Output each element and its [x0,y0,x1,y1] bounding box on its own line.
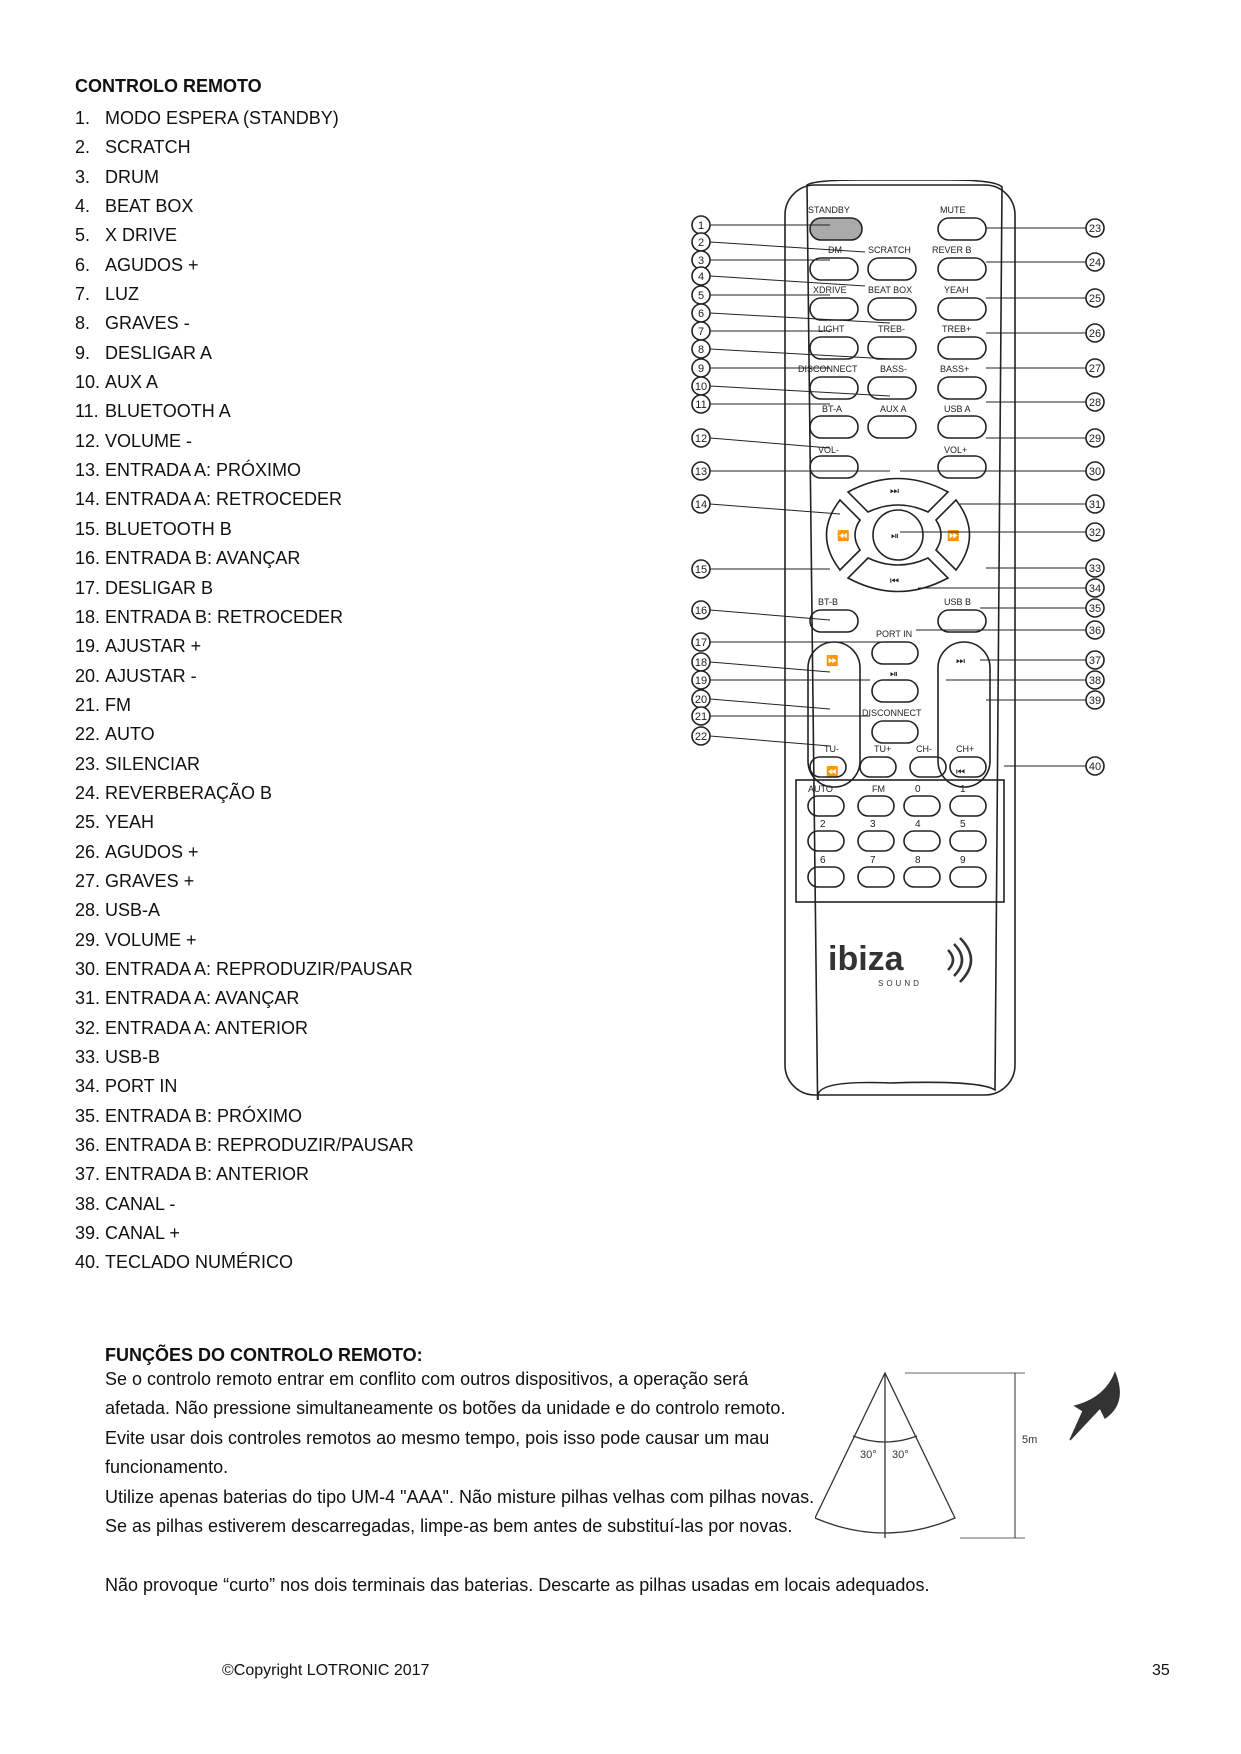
bass-minus-label: BASS- [880,364,908,374]
callout-leader [710,276,865,286]
callout-36-label: 36 [1088,625,1102,637]
callout-leader [710,349,890,359]
key-9-label: 9 [960,855,966,866]
standby-label: STANDBY [808,205,850,215]
reverb-button[interactable] [938,258,986,280]
callout-23-label: 23 [1088,223,1102,235]
tu-minus-label: TU- [824,744,839,754]
key-5-label: 5 [960,819,966,830]
ffw-b-icon: ⏩ [826,656,839,667]
key-6-button[interactable] [808,867,844,887]
key-0-label: 0 [915,784,921,795]
bass-plus-label: BASS+ [940,364,970,374]
functions-title: FUNÇÕES DO CONTROLO REMOTO: [105,1345,423,1365]
list-item: 13. ENTRADA A: PRÓXIMO [75,460,302,481]
list-item: 19. AJUSTAR + [75,636,202,657]
arrow-icon [1070,1373,1119,1440]
list-item: 14. ENTRADA A: RETROCEDER [75,489,343,510]
list-item: 27. GRAVES + [75,870,195,891]
list-item: 38. CANAL - [75,1193,176,1214]
list-item: 36. ENTRADA B: REPRODUZIR/PAUSAR [75,1135,414,1156]
callout-leader [710,699,830,709]
list-item: 7. LUZ [75,284,140,305]
dm-label: DM [828,245,842,255]
callout-28-label: 28 [1088,397,1102,409]
port-in-label: PORT IN [876,629,913,639]
list-item: 30. ENTRADA A: REPRODUZIR/PAUSAR [75,958,413,979]
treb-minus-button[interactable] [868,337,916,359]
callout-24-label: 24 [1088,257,1102,269]
port-in-button[interactable] [872,642,918,664]
list-item: 11. BLUETOOTH A [75,401,231,422]
play-b-button[interactable] [872,680,918,702]
key-1-label: 1 [960,784,966,795]
key-5-button[interactable] [950,831,986,851]
disconnect-b-button[interactable] [872,721,918,743]
btb-button[interactable] [810,610,858,632]
mute-label: MUTE [940,205,966,215]
key-4-label: 4 [915,819,921,830]
callout-13-label: 13 [694,466,708,478]
brand-sub: SOUND [878,979,922,988]
callout-leader [710,504,840,514]
list-item: 33. USB-B [75,1047,161,1067]
callout-6-label: 6 [697,308,705,320]
vol-plus-button[interactable] [938,456,986,478]
reverb-label: REVER B [932,245,972,255]
callout-2-label: 2 [697,237,705,249]
list-item: 25. YEAH [75,812,155,833]
list-item: 3. DRUM [75,166,159,187]
dm-button[interactable] [810,258,858,280]
standby-button[interactable] [810,218,862,240]
list-item: 29. VOLUME + [75,929,197,950]
scratch-button[interactable] [868,258,916,280]
list-item: 23. SILENCIAR [75,753,201,774]
auto-label: AUTO [808,784,833,794]
list-item: 10. AUX A [75,372,159,393]
disconnect-button[interactable] [810,377,858,399]
key-3-label: 3 [870,819,876,830]
treb-minus-label: TREB- [878,324,905,334]
list-item: 15. BLUETOOTH B [75,518,232,539]
list-item: 6. AGUDOS + [75,254,199,275]
callout-35-label: 35 [1088,603,1102,615]
callout-32-label: 32 [1088,527,1102,539]
ch-minus-label: CH- [916,744,932,754]
callout-34-label: 34 [1088,583,1102,595]
callout-40-label: 40 [1088,761,1102,773]
callout-21-label: 21 [694,711,708,723]
list-item: 18. ENTRADA B: RETROCEDER [75,606,344,627]
callout-15-label: 15 [694,564,708,576]
fm-button[interactable] [858,796,894,816]
callout-leader [710,736,830,746]
signal-icon [948,938,971,982]
beatbox-button[interactable] [868,298,916,320]
list-item: 20. AJUSTAR - [75,665,197,686]
list-item: 21. FM [75,694,131,715]
auxa-button[interactable] [868,416,916,438]
list-item: 5. X DRIVE [75,225,178,246]
functions-paragraph-1: Se o controlo remoto entrar em conflito com outros dispositivos, a operação será afetada. Não pressione simultaneamente os botões da unidade e do controlo remoto. Evite usar dois controles remotos ao mesmo tempo, pois isso pode causar um mau funcionamento. [105,1369,786,1478]
list-item: 34. PORT IN [75,1076,178,1097]
callout-19-label: 19 [694,675,708,687]
list-item: 4. BEAT BOX [75,196,194,217]
yeah-button[interactable] [938,298,986,320]
bta-label: BT-A [822,404,843,414]
list-item: 40. TECLADO NUMÉRICO [75,1252,294,1273]
dpad-a [827,479,970,592]
key-3-button[interactable] [858,831,894,851]
tu-plus-button[interactable] [860,757,896,777]
callout-33-label: 33 [1088,563,1102,575]
usbb-button[interactable] [938,610,986,632]
ch-plus-label: CH+ [956,744,975,754]
beatbox-label: BEAT BOX [868,285,913,295]
callout-20-label: 20 [694,694,708,706]
callout-leader [710,313,890,323]
list-item: 26. AGUDOS + [75,841,199,862]
callout-3-label: 3 [697,255,705,267]
play-pause-a-icon: ⏯ [891,531,899,542]
callout-7-label: 7 [697,326,705,338]
key-2-button[interactable] [808,831,844,851]
list-item: 28. USB-A [75,900,161,921]
callout-37-label: 37 [1088,655,1102,667]
angle-right-label: 30° [892,1449,909,1461]
light-label: LIGHT [818,324,845,334]
vol-minus-button[interactable] [810,456,858,478]
callout-29-label: 29 [1088,433,1102,445]
list-item: 12. VOLUME - [75,430,193,451]
bass-plus-button[interactable] [938,377,986,399]
list-item: 8. GRAVES - [75,313,190,334]
treb-plus-label: TREB+ [942,324,972,334]
btb-label: BT-B [818,597,839,607]
list-item: 37. ENTRADA B: ANTERIOR [75,1164,310,1185]
list-item: 17. DESLIGAR B [75,577,214,598]
callout-31-label: 31 [1088,499,1102,511]
angle-left-label: 30° [860,1449,877,1461]
yeah-label: YEAH [944,285,969,295]
treb-plus-button[interactable] [938,337,986,359]
xdrive-button[interactable] [810,298,858,320]
callout-leader [710,386,890,396]
right-callouts [900,219,1104,775]
callout-8-label: 8 [697,344,705,356]
key-4-button[interactable] [904,831,940,851]
next-a-icon: ⏭ [890,486,899,497]
key-1-button[interactable] [950,796,986,816]
callout-39-label: 39 [1088,695,1102,707]
prev-b-icon: ⏮ [956,767,965,778]
prev-a-icon: ⏮ [890,576,899,587]
callout-10-label: 10 [694,381,708,393]
keypad-frame [796,780,1004,902]
list-item: 32. ENTRADA A: ANTERIOR [75,1017,309,1038]
section-heading: CONTROLO REMOTO [75,76,262,96]
callout-25-label: 25 [1088,293,1102,305]
callout-1-label: 1 [697,220,705,232]
list-item: 39. CANAL + [75,1223,180,1244]
callout-17-label: 17 [694,637,708,649]
list-item: 2. SCRATCH [75,137,191,158]
disconnect-label: DISCONNECT [798,364,858,374]
key-8-label: 8 [915,855,921,866]
key-2-label: 2 [820,819,826,830]
auxa-label: AUX A [880,404,907,414]
list-item: 16. ENTRADA B: AVANÇAR [75,548,301,569]
vol-plus-label: VOL+ [944,445,968,455]
callout-4-label: 4 [697,271,705,283]
usba-label: USB A [944,404,971,414]
mute-button[interactable] [938,218,986,240]
list-item: 24. REVERBERAÇÃO B [75,782,273,803]
key-0-button[interactable] [904,796,940,816]
callout-38-label: 38 [1088,675,1102,687]
list-item: 1. MODO ESPERA (STANDBY) [75,108,339,128]
rew-b-icon: ⏪ [826,767,839,778]
disconnect-b-label: DISCONNECT [862,708,922,718]
brand-logo: ibiza [828,940,904,978]
key-9-button[interactable] [950,867,986,887]
play-pause-b-icon: ⏯ [890,669,898,680]
list-item: 31. ENTRADA A: AVANÇAR [75,988,300,1009]
bass-minus-button[interactable] [868,377,916,399]
callout-14-label: 14 [694,499,708,511]
button-list [75,104,414,1278]
bta-button[interactable] [810,416,858,438]
key-7-button[interactable] [858,867,894,887]
callout-22-label: 22 [694,731,708,743]
callout-27-label: 27 [1088,363,1102,375]
functions-paragraph-2: Utilize apenas baterias do tipo UM-4 "AAA". Não misture pilhas velhas com pilhas novas. Se as pilhas estiverem descarregadas, limpe-as bem antes de substituí-las por novas. [105,1487,815,1537]
callout-18-label: 18 [694,657,708,669]
page-number: 35 [1152,1662,1170,1679]
callout-30-label: 30 [1088,466,1102,478]
key-7-label: 7 [870,855,876,866]
usba-button[interactable] [938,416,986,438]
xdrive-label: XDRIVE [813,285,847,295]
callout-9-label: 9 [697,363,705,375]
vol-minus-label: VOL- [818,445,840,455]
footer-copyright: ©Copyright LOTRONIC 2017 [222,1662,430,1679]
distance-label: 5m [1022,1434,1038,1446]
key-6-label: 6 [820,855,826,866]
range-diagram [815,1368,1145,1543]
list-item: 35. ENTRADA B: PRÓXIMO [75,1105,303,1126]
remote-diagram [690,180,1110,1100]
ffw-a-icon: ⏩ [947,531,960,542]
callout-16-label: 16 [694,605,708,617]
tu-plus-label: TU+ [874,744,892,754]
list-item: 22. AUTO [75,724,155,745]
scratch-label: SCRATCH [868,245,911,255]
callout-leader [710,438,830,448]
callout-12-label: 12 [694,433,708,445]
list-item: 9. DESLIGAR A [75,342,213,363]
rew-a-icon: ⏪ [837,531,850,542]
functions-paragraph-3: Não provoque “curto” nos dois terminais das baterias. Descarte as pilhas usadas em locais adequados. [105,1575,930,1595]
key-8-button[interactable] [904,867,940,887]
usbb-label: USB B [944,597,972,607]
callout-11-label: 11 [695,399,707,411]
next-b-icon: ⏭ [956,656,965,667]
callout-5-label: 5 [697,290,705,302]
callout-26-label: 26 [1088,328,1102,340]
fm-label: FM [872,784,885,794]
